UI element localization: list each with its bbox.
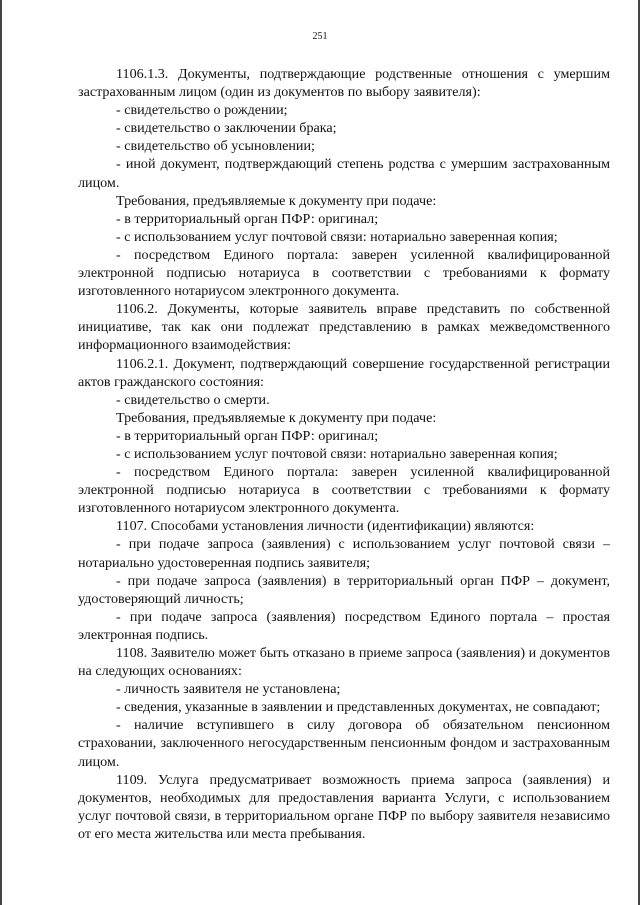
paragraph: - свидетельство о заключении брака; [116, 120, 337, 137]
page-number: 251 [312, 31, 328, 42]
paragraph: - в территориальный орган ПФР: оригинал; [116, 210, 379, 227]
paragraph: - с использованием услуг почтовой связи: нотариально заверенная копия; [116, 228, 558, 245]
scan-left-border [0, 0, 2, 905]
paragraph: - в территориальный орган ПФР: оригинал; [116, 427, 379, 444]
paragraph: - посредством Единого портала: заверен усиленной квалифицированной электронной подписью нотариуса в соответствии с требованиями к формату изготовленного нотариусом электронного документа. [78, 246, 610, 300]
paragraph: - личность заявителя не установлена; [116, 681, 341, 698]
paragraph: - при подаче запроса (заявления) в территориальный орган ПФР – документ, удостоверяющий личность; [78, 572, 610, 607]
paragraph: - посредством Единого портала: заверен усиленной квалифицированной электронной подписью нотариуса в соответствии с требованиями к формату изготовленного нотариусом электронного документа. [78, 464, 610, 517]
paragraph: - иной документ, подтверждающий степень родства с умершим застрахованным лицом. [78, 156, 610, 191]
paragraph: - свидетельство о рождении; [116, 102, 288, 119]
paragraph: 1107. Способами установления личности (идентификации) являются: [116, 518, 535, 535]
paragraph: - при подаче запроса (заявления) посредством Единого портала – простая электронная подпись. [78, 608, 610, 643]
paragraph: - наличие вступившего в силу договора об обязательном пенсионном страховании, заключенного негосударственным пенсионным фондом и застрахованным лицом. [78, 717, 610, 770]
paragraph: - свидетельство о смерти. [116, 391, 270, 408]
document-body [78, 65, 610, 843]
paragraph: - при подаче запроса (заявления) с использованием услуг почтовой связи – нотариально удостоверенная подпись заявителя; [78, 536, 610, 571]
paragraph: Требования, предъявляемые к документу при подаче: [116, 192, 437, 209]
paragraph: 1106.2.1. Документ, подтверждающий совершение государственной регистрации актов гражданского состояния: [78, 355, 610, 390]
paragraph: - свидетельство об усыновлении; [116, 138, 315, 155]
paragraph: Требования, предъявляемые к документу при подаче: [116, 409, 437, 426]
paragraph: 1108. Заявителю может быть отказано в приеме запроса (заявления) и документов на следующих основаниях: [78, 645, 610, 680]
paragraph: - с использованием услуг почтовой связи: нотариально заверенная копия; [116, 445, 558, 462]
paragraph: 1106.1.3. Документы, подтверждающие родственные отношения с умершим застрахованным лицом (один из документов по выбору заявителя): [78, 66, 610, 101]
paragraph: 1106.2. Документы, которые заявитель вправе представить по собственной инициативе, так как они подлежат представлению в рамках межведомственного информационного взаимодействия: [78, 301, 610, 354]
paragraph: 1109. Услуга предусматривает возможность приема запроса (заявления) и документов, необходимых для предоставления варианта Услуги, с использованием услуг почтовой связи, в территориальном органе ПФР по выбору заявителя независимо от его места жительства или места пребывания. [78, 771, 610, 842]
paragraph: - сведения, указанные в заявлении и представленных документах, не совпадают; [116, 699, 601, 716]
